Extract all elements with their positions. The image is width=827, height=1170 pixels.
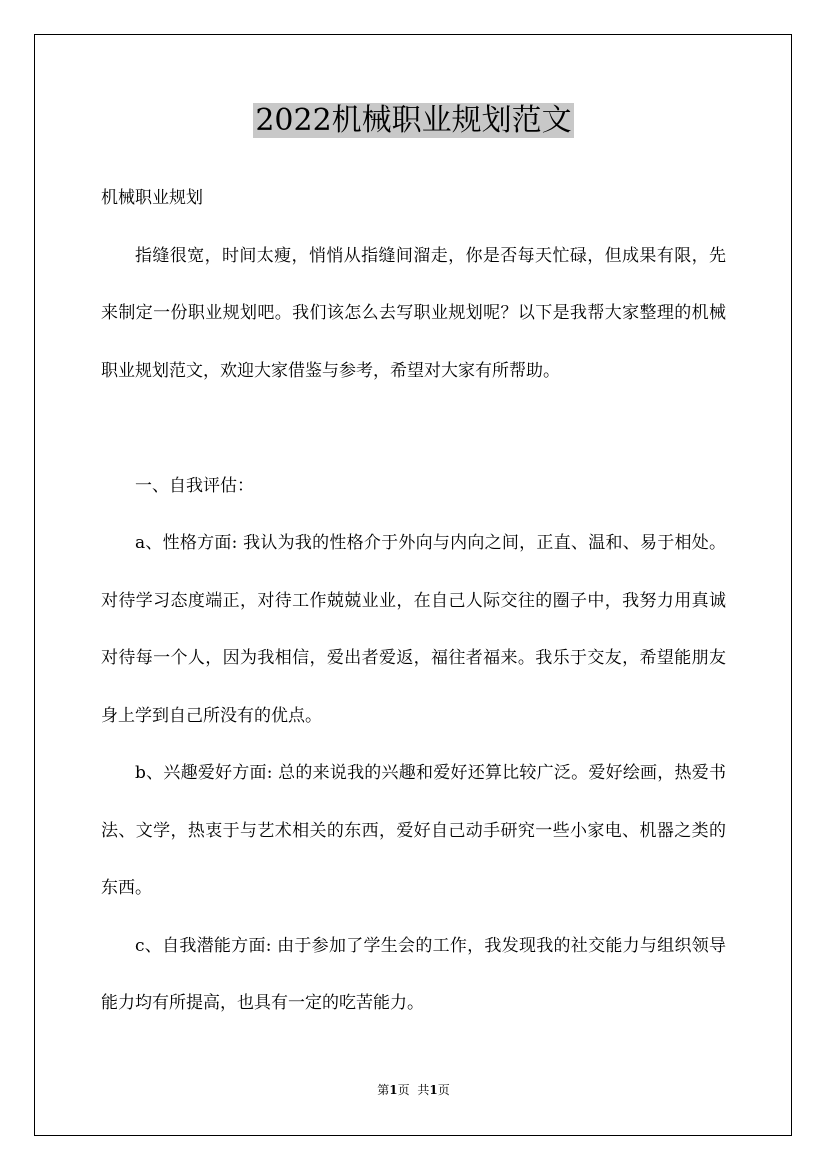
footer-total-suffix: 页 <box>437 1083 450 1097</box>
footer-page-suffix: 页 <box>397 1083 410 1097</box>
document-body <box>101 170 726 1033</box>
footer-total-prefix: 共 <box>417 1083 430 1097</box>
paragraph-interests: b、兴趣爱好方面: 总的来说我的兴趣和爱好还算比较广泛。爱好绘画，热爱书法、文学，热衷于与艺术相关的东西，爱好自己动手研究一些小家电、机器之类的东西。 <box>101 763 726 898</box>
document-title-text: 2022机械职业规划范文 <box>255 103 572 138</box>
paragraph-potential: c、自我潜能方面: 由于参加了学生会的工作，我发现我的社交能力与组织领导能力均有所提高，也具有一定的吃苦能力。 <box>101 935 726 1013</box>
intro-paragraph: 指缝很宽，时间太瘦，悄悄从指缝间溜走，你是否每天忙碌，但成果有限，先来制定一份职业规划吧。我们该怎么去写职业规划呢？以下是我帮大家整理的机械职业规划范文，欢迎大家借鉴与参考，希望对大家有所帮助。 <box>101 245 726 381</box>
paragraph-gap <box>101 400 726 458</box>
footer-page-prefix: 第 <box>377 1083 390 1097</box>
page-footer <box>0 1082 827 1098</box>
paragraph-personality: a、性格方面: 我认为我的性格介于外向与内向之间，正直、温和、易于相处。对待学习态度端正，对待工作兢兢业业，在自己人际交往的圈子中，我努力用真诚对待每一个人，因为我相信，爱出者爱返，福往者福来。我乐于交友，希望能朋友身上学到自己所没有的优点。 <box>101 533 726 726</box>
section-heading: 机械职业规划 <box>101 188 203 208</box>
footer-page-total: 1 <box>429 1083 438 1097</box>
section-title-self-assessment: 一、自我评估： <box>135 475 254 496</box>
footer-page-current: 1 <box>389 1083 398 1097</box>
document-title <box>0 100 827 142</box>
